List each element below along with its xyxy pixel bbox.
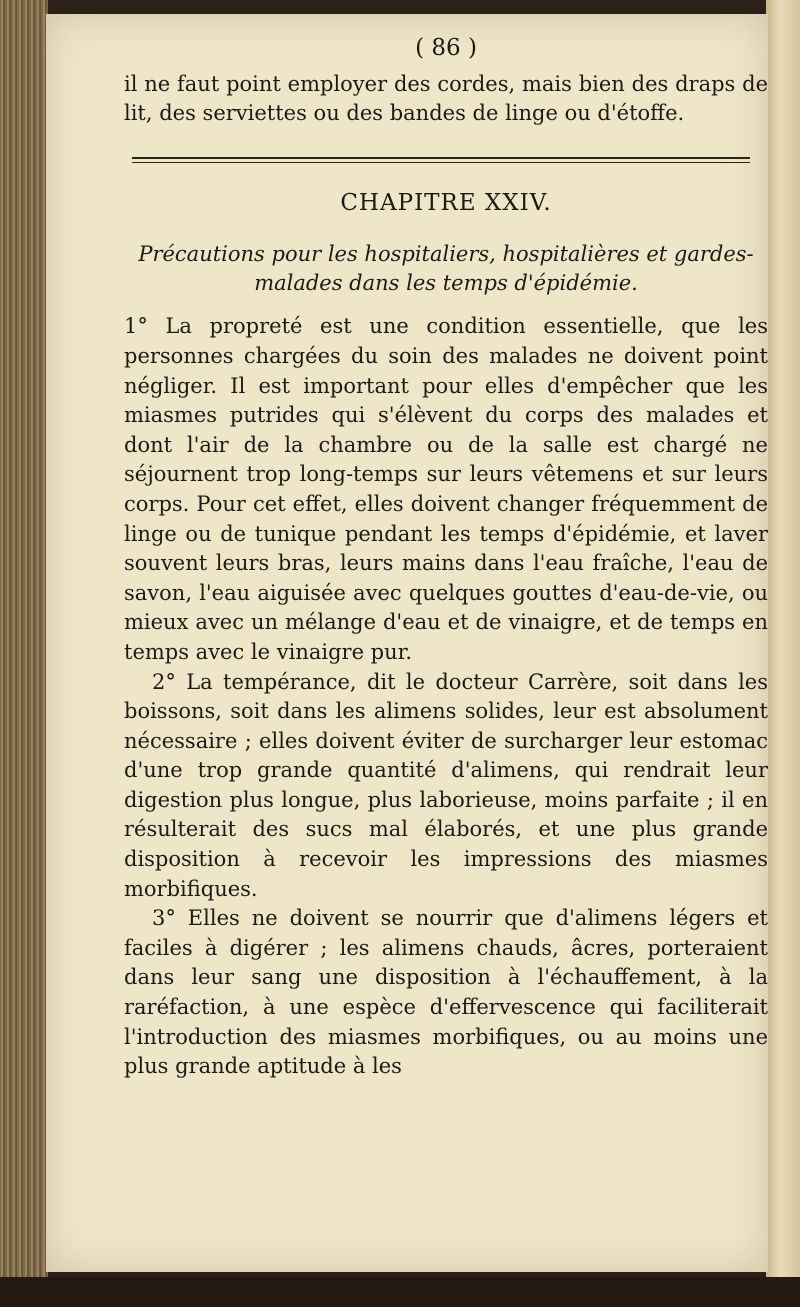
book-spine-edge xyxy=(0,0,48,1307)
chapter-title: CHAPITRE XXIV. xyxy=(340,189,552,216)
section-title: Précautions pour les hospitaliers, hospitalières et gardes-malades dans les temps d'épidémie. xyxy=(138,242,754,296)
paragraph-1: 1° La propreté est une condition essentielle, que les personnes chargées du soin des malades ne doivent point négliger. Il est important pour elles d'empêcher que les miasmes putrides qui s'élèvent du corps des malades et dont l'air de la chambre ou de la salle est chargé ne séjournent trop long-temps sur leurs vêtemens et sur leurs corps. Pour cet effet, elles doivent changer fréquemment de linge ou de tunique pendant les temps d'épidémie, et laver souvent leurs bras, leurs mains dans l'eau fraîche, l'eau de savon, l'eau aiguisée avec quelques gouttes d'eau-de-vie, ou mieux avec un mélange d'eau et de vinaigre, et de temps en temps avec le vinaigre pur. xyxy=(124,314,768,664)
paragraph-2: 2° La tempérance, dit le docteur Carrère, soit dans les boissons, soit dans les alimens solides, leur est absolument nécessaire ; elles doivent éviter de surcharger leur estomac d'une trop grande quantité d'alimens, qui rendrait leur digestion plus longue, plus laborieuse, moins parfaite ; il en résulterait des sucs mal élaborés, et une plus grande disposition à recevoir les impressions des miasmes morbifiques. xyxy=(124,669,768,901)
next-page-edge xyxy=(766,0,800,1280)
book-bottom-edge xyxy=(0,1277,800,1307)
chapter-divider xyxy=(132,157,750,163)
page-content xyxy=(124,34,768,1082)
intro-paragraph: il ne faut point employer des cordes, mais bien des draps de lit, des serviettes ou des bandes de linge ou d'étoffe. xyxy=(124,71,768,126)
paragraph-3: 3° Elles ne doivent se nourrir que d'alimens légers et faciles à digérer ; les alimens chauds, âcres, porteraient dans leur sang une disposition à l'échauffement, à la raréfaction, à une espèce d'effervescence qui faciliterait l'introduction des miasmes morbifiques, ou au moins une plus grande aptitude à les xyxy=(124,906,768,1079)
book-page xyxy=(46,14,768,1272)
page-number: ( 86 ) xyxy=(415,35,477,61)
